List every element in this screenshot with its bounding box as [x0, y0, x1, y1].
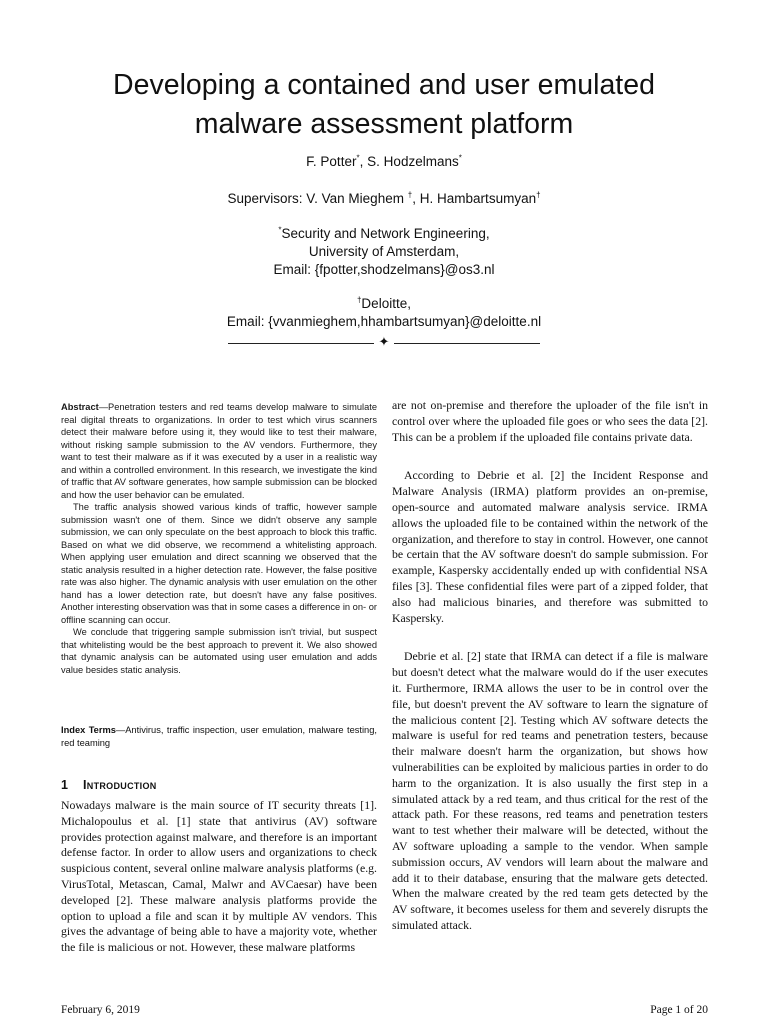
index-terms	[61, 724, 377, 749]
intro-paragraph-1: Nowadays malware is the main source of IT security threats [1]. Michalopoulus et al. [1] state that antivirus (AV) software provides protection against malware, and therefore is an important defense factor. In order to allow users and organizations to check suspicious content, several online malware analysis platforms (e.g. VirusTotal, Metascan, Camal, Malwr and AVCaesar) have been developed [2]. These malware analysis platforms provide the option to upload a file and scan it by multiple AV vendors. This gives the advantage of being able to have a majority vote, whether the file is malicious or not. However, these malware platforms	[61, 798, 377, 955]
divider-rule-left	[228, 343, 374, 344]
right-paragraph-3: Debrie et al. [2] state that IRMA can detect if a file is malware but doesn't detect what the malware would do if the user executes it. Furthermore, IRMA allows the user to be in control over the file, but doesn't prevent the AV software to learn the signature of the malicious content [2]. Testing which AV software detects the malware is useful for red teams and penetration testers, because their malware doesn't harm the organization, but shows how vulnerabilities can be exploited by malicious parties in order to do harm to the organization. It is also usually the first step in a simulated attack by a red team, and thus critical for the rest of the attack path. For these reasons, red teams and penetration testers want to test whether their malware will be detected, without the AV software uploading a sample to the vendor. When sample submission occurs, AV vendors will learn about the malware and add it to their database, ensuring that the malware gets detected. When the malware created by the red team gets detected by the AV software, it becomes useless for them and severely disrupts the simulated attack.	[392, 649, 708, 932]
abstract-paragraph-1: —Penetration testers and red teams develop malware to simulate real digital threats to organizations. In order to test which virus scanners detect their malware before using it, they would like to test their malware, without risking sample submission to the AV vendors. Furthermore, they want to test their malware as if it was executed by a user in a realistic way and within a controlled environment. In this research, we investigate the kind of traffic that AV software generates, how sample submission can be blocked and how the user behavior can be emulated.	[61, 402, 377, 500]
footer-date: February 6, 2019	[61, 1004, 140, 1016]
affiliation-uva-dept: *Security and Network Engineering,	[278, 225, 490, 241]
title-divider	[228, 336, 540, 350]
abstract	[61, 401, 377, 676]
introduction-body	[61, 798, 377, 956]
abstract-paragraph-2: The traffic analysis showed various kinds of traffic, however sample submission wasn't one of them. Since we didn't observe any sample submission, we can only speculate on the best approach to block this traffic. Based on what we did observe, we recommend a whitelisting approach. When applying user emulation and direct scanning we observed that the static analysis resulted in a higher detection rate. However, the false positive rate was also higher. The dynamic analysis with user emulation on the other hand has a lower detection rate, but doesn't have any false positives. Another interesting observation was that in some cases a difference in on- or offline scanning can occur.	[61, 502, 377, 625]
title-line-1: Developing a contained and user emulated	[113, 69, 655, 101]
index-terms-label: Index Terms	[61, 725, 116, 735]
section-number: 1	[61, 778, 69, 792]
affiliation-deloitte: †Deloitte,	[356, 295, 412, 311]
affiliation-uva-email: Email: {fpotter,shodzelmans}@os3.nl	[273, 262, 495, 277]
section-title: Introduction	[83, 778, 157, 792]
author-names: F. Potter*, S. Hodzelmans*	[306, 153, 462, 169]
index-terms-text: —Antivirus, traffic inspection, user emulation, malware testing, red teaming	[61, 725, 377, 748]
title-line-2: malware assessment platform	[194, 108, 574, 140]
supervisors: Supervisors: V. Van Mieghem †, H. Hambartsumyan†	[227, 190, 541, 206]
paper-title	[0, 66, 768, 144]
divider-rule-right	[394, 343, 540, 344]
right-column-body	[392, 398, 708, 934]
footer-page-number: Page 1 of 20	[650, 1004, 708, 1016]
affiliation-deloitte-email: Email: {vvanmieghem,hhambartsumyan}@deloitte.nl	[226, 314, 542, 329]
section-heading	[61, 778, 157, 792]
right-paragraph-2: According to Debrie et al. [2] the Incident Response and Malware Analysis (IRMA) platform provides an on-premise, open-source and automated malware analysis service. IRMA allows the uploaded file to be contained within the network of the organization, and therefore to stay in control. However, one cannot be certain that the AV software doesn't do sample submission. For example, Kaspersky accidentally ended up with confidential NSA files [3]. These confidential files were part of a zipped folder, that also had malicious binaries, and therefore was submitted to Kaspersky.	[392, 468, 708, 625]
right-paragraph-1: are not on-premise and therefore the uploader of the file isn't in control over where the uploaded file goes or who sees the data [2]. This can be a problem if the uploaded file contains private data.	[392, 398, 708, 444]
abstract-paragraph-3: We conclude that triggering sample submission isn't trivial, but suspect that whitelisting would be the best approach to prevent it. We also showed that dynamic analysis can be automated using user emulation and adds value besides static analysis.	[61, 627, 377, 675]
affiliation-uva-name: University of Amsterdam,	[308, 244, 460, 259]
divider-ornament-icon: ✦	[378, 334, 390, 349]
abstract-label: Abstract	[61, 402, 99, 412]
